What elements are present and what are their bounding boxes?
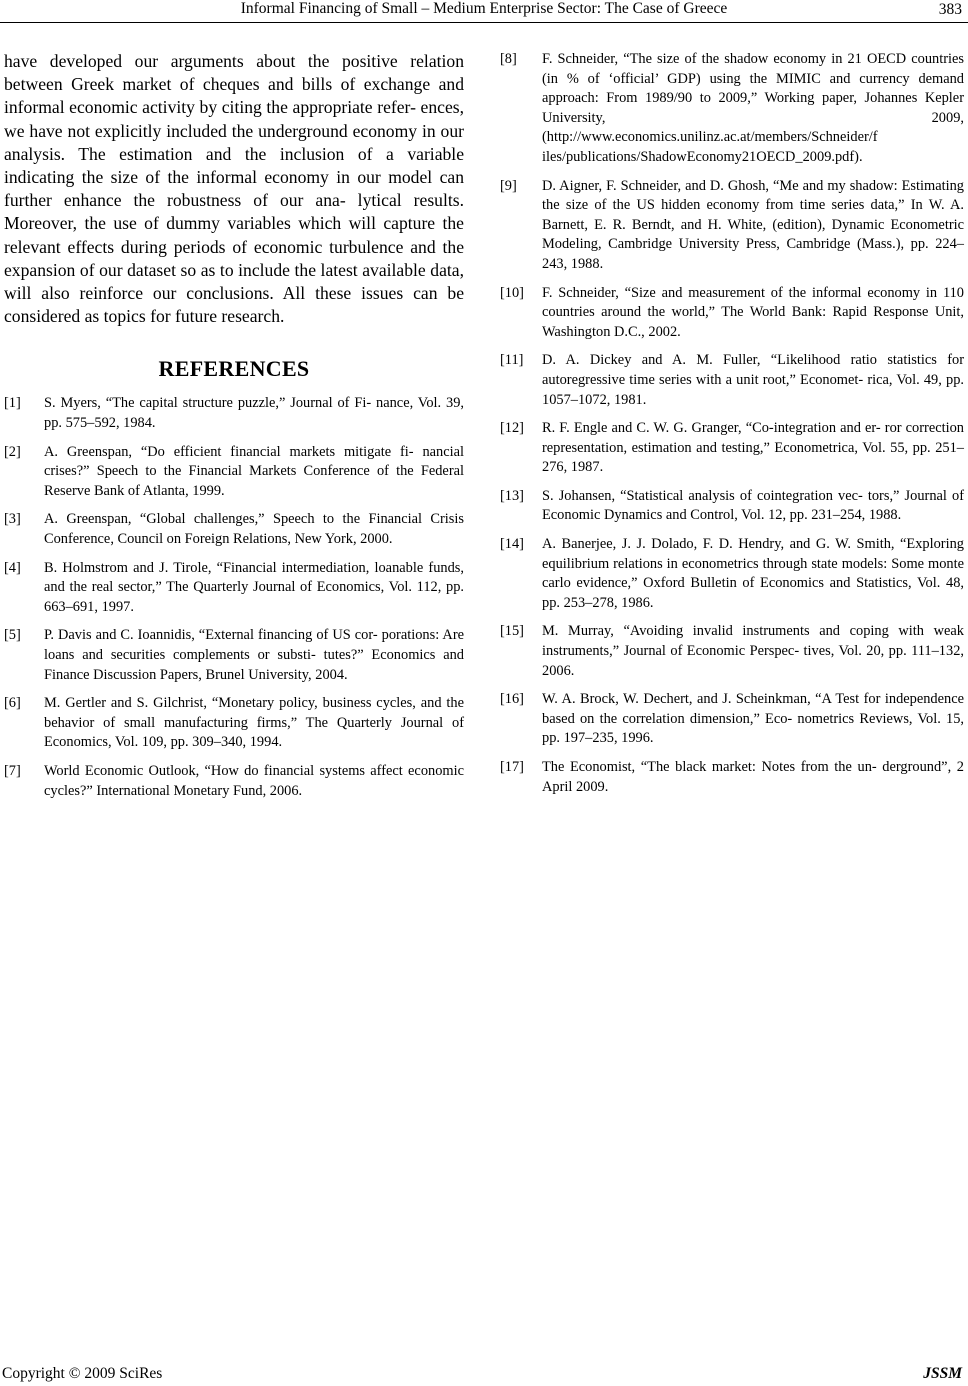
reference-text: S. Myers, “The capital structure puzzle,” Journal of Fi- nance, Vol. 39, pp. 575–592, 1984. [44, 395, 464, 432]
reference-item [4, 694, 464, 753]
reference-text: R. F. Engle and C. W. G. Granger, “Co-integration and er- ror correction representation, estimation and testing,” Econometrica, Vol. 55, pp. 251–276, 1987. [542, 420, 964, 476]
reference-number: [17] [500, 759, 524, 775]
reference-item [500, 487, 964, 526]
journal-abbreviation: JSSM [923, 1365, 962, 1382]
reference-number: [6] [4, 695, 21, 712]
reference-item [500, 758, 964, 797]
reference-text: A. Greenspan, “Global challenges,” Speech to the Financial Crisis Conference, Council on Foreign Relations, New York, 2000. [44, 511, 464, 547]
reference-item [4, 626, 464, 685]
reference-item [500, 50, 964, 168]
reference-item [500, 351, 964, 410]
reference-item [4, 443, 464, 502]
reference-text: W. A. Brock, W. Dechert, and J. Scheinkman, “A Test for independence based on the correlation dimension,” Eco- nometrics Reviews, Vol. 15, pp. 197–235, 1996. [542, 691, 964, 747]
reference-text: P. Davis and C. Ioannidis, “External financing of US cor- porations: Are loans and securities complements or substi- tutes?” Economics and Finance Discussion Papers, Brunel University, 2004. [44, 627, 464, 683]
reference-number: [4] [4, 559, 21, 576]
reference-item [500, 177, 964, 275]
reference-number: [11] [500, 352, 524, 369]
page-number: 383 [938, 1, 962, 18]
reference-text: The Economist, “The black market: Notes from the un- derground”, 2 April 2009. [542, 759, 964, 795]
reference-number: [9] [500, 177, 517, 194]
reference-number: [5] [4, 627, 21, 644]
references-heading: REFERENCES [158, 356, 310, 382]
body-paragraph: have developed our arguments about the positive relation between Greek market of cheques and bills of exchange and informal economic activity by citing the appropriate refer- ences, we have not explicitly included the underground economy in our analysis. The estimation and the inclusion of a variable indicating the size of the informal economy in our model can further enhance the robustness of our ana- lytical results. Moreover, the use of dummy variables which will capture the relevant effects during periods of economic turbulence and the expansion of our dataset so as to include the latest available data, will also reinforce our conclusions. All these issues can be considered as topics for future research. [4, 51, 464, 327]
reference-number: [8] [500, 51, 517, 67]
reference-text: B. Holmstrom and J. Tirole, “Financial intermediation, loanable funds, and the real sector,” The Quarterly Journal of Economics, Vol. 112, pp. 663–691, 1997. [44, 559, 464, 615]
reference-item [500, 419, 964, 478]
reference-item [4, 559, 464, 618]
reference-text: A. Greenspan, “Do efficient financial markets mitigate fi- nancial crises?” Speech to the Financial Markets Conference of the Federal Reserve Bank of Atlanta, 1999. [44, 443, 464, 499]
reference-text: F. Schneider, “The size of the shadow economy in 21 OECD countries (in % of ‘official’ GDP) using the MIMIC and currency demand approach: From 1989/90 to 2009,” Working paper, Johannes Kepler University, 2009, (http://www.economics.unilinz.ac.at/members/Schneider/f iles/publications/ShadowEconomy21OECD_2009.pdf). [542, 51, 964, 165]
reference-text: D. Aigner, F. Schneider, and D. Ghosh, “Me and my shadow: Estimating the size of the US hidden economy from time series data,” In W. A. Barnett, E. R. Berndt, and H. White, (edition), Dynamic Econometric Modeling, Cambridge University Press, Cambridge (Mass.), pp. 224–243, 1988. [542, 177, 964, 272]
running-title: Informal Financing of Small – Medium Enterprise Sector: The Case of Greece [240, 0, 728, 17]
reference-text: S. Johansen, “Statistical analysis of cointegration vec- tors,” Journal of Economic Dynamics and Control, Vol. 12, pp. 231–254, 1988. [542, 487, 964, 524]
right-column [500, 50, 964, 806]
reference-number: [3] [4, 511, 21, 528]
reference-item [500, 622, 964, 681]
reference-number: [14] [500, 536, 524, 553]
reference-number: [2] [4, 443, 21, 460]
reference-text: D. A. Dickey and A. M. Fuller, “Likelihood ratio statistics for autoregressive time series with a unit root,” Economet- rica, Vol. 49, pp. 1057–1072, 1981. [542, 352, 964, 408]
running-header [0, 0, 968, 23]
reference-text: F. Schneider, “Size and measurement of the informal economy in 110 countries around the world,” The World Bank: Rapid Response Unit, Washington D.C., 2002. [542, 284, 964, 340]
reference-number: [12] [500, 420, 524, 437]
reference-number: [7] [4, 762, 21, 779]
copyright-notice: Copyright © 2009 SciRes [2, 1365, 163, 1382]
reference-item [4, 762, 464, 801]
reference-number: [10] [500, 284, 524, 301]
reference-text: M. Murray, “Avoiding invalid instruments and coping with weak instruments,” Journal of Economic Perspec- tives, Vol. 20, pp. 111–132, 2006. [542, 623, 964, 679]
reference-number: [16] [500, 691, 524, 708]
reference-number: [15] [500, 623, 524, 640]
reference-number: [1] [4, 395, 21, 412]
reference-text: M. Gertler and S. Gilchrist, “Monetary policy, business cycles, and the behavior of small manufacturing firms,” The Quarterly Journal of Economics, Vol. 109, pp. 309–340, 1994. [44, 695, 464, 751]
reference-item [4, 510, 464, 549]
reference-item [500, 284, 964, 343]
left-column [4, 50, 464, 810]
reference-item [4, 394, 464, 433]
reference-text: World Economic Outlook, “How do financial systems affect economic cycles?” International Monetary Fund, 2006. [44, 762, 464, 799]
reference-text: A. Banerjee, J. J. Dolado, F. D. Hendry, and G. W. Smith, “Exploring equilibrium relations in econometrics through state models: Some monte carlo evidence,” Oxford Bulletin of Economics and Statistics, Vol. 48, pp. 253–278, 1986. [542, 536, 964, 611]
reference-item [500, 690, 964, 749]
reference-number: [13] [500, 487, 524, 504]
reference-item [500, 535, 964, 613]
